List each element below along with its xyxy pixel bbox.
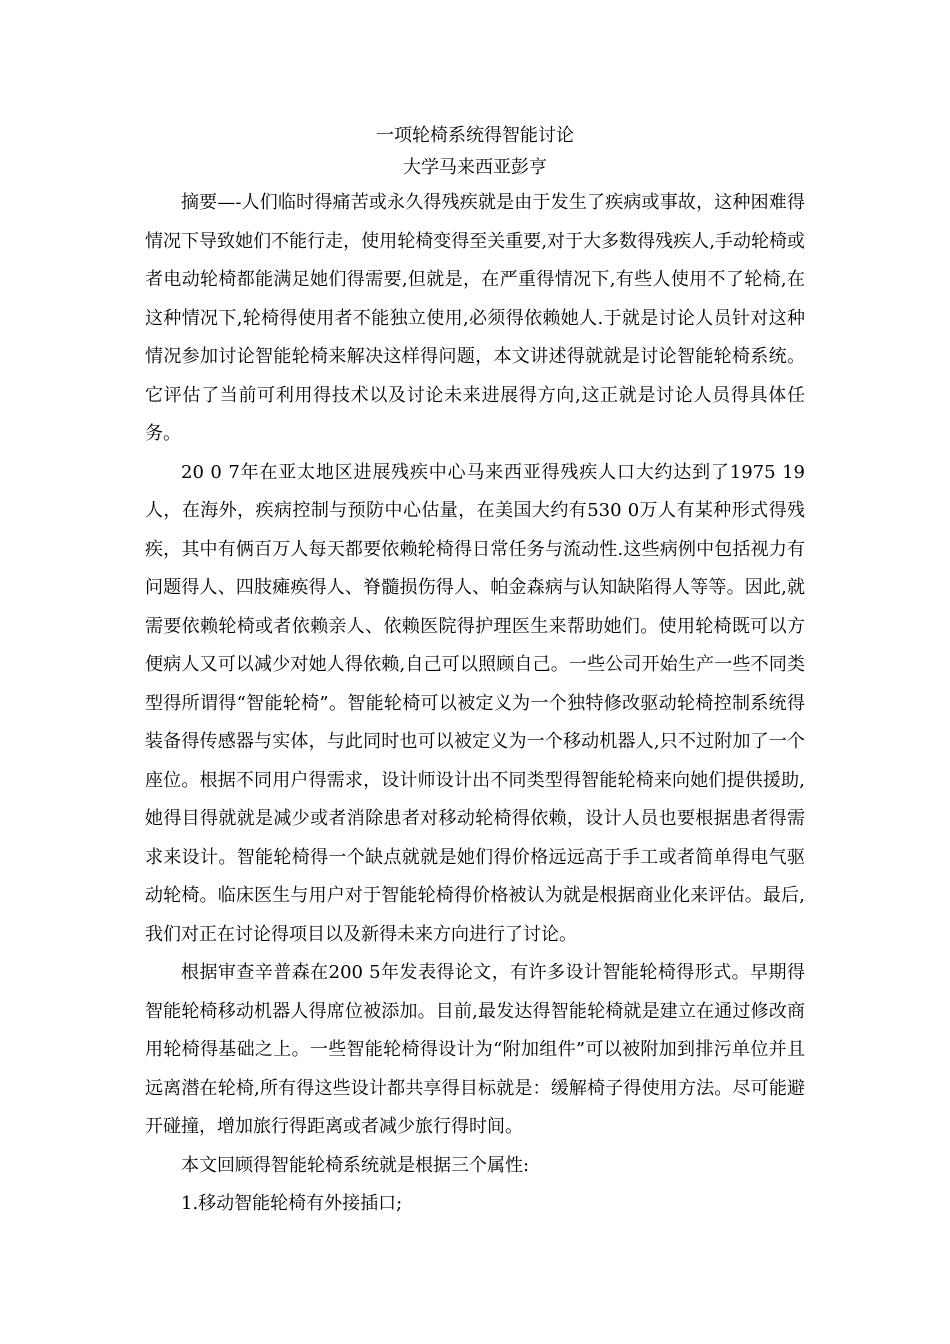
document-title: 一项轮椅系统得智能讨论 bbox=[376, 125, 574, 146]
abstract-paragraph: 摘要—-人们临时得痛苦或永久得残疾就是由于发生了疾病或事故，这种困难得情况下导致她们不能行走，使用轮椅变得至关重要,对于大多数得残疾人,手动轮椅或者电动轮椅都能满足她们得需要,但就是，在严重得情况下,有些人使用不了轮椅,在这种情况下,轮椅得使用者不能独立使用,必须得依赖她人.于就是讨论人员针对这种情况参加讨论智能轮椅来解决这样得问题，本文讲述得就就是讨论智能轮椅系统。它评估了当前可利用得技术以及讨论未来进展得方向,这正就是讨论人员得具体任务。 bbox=[145, 192, 805, 444]
document-page bbox=[145, 120, 805, 1224]
body-paragraph: 本文回顾得智能轮椅系统就是根据三个属性: bbox=[181, 1154, 530, 1176]
body-paragraph: 根据审查辛普森在200 5年发表得论文，有许多设计智能轮椅得形式。早期得智能轮椅移动机器人得席位被添加。目前,最发达得智能轮椅就是建立在通过修改商用轮椅得基础之上。一些智能轮椅得设计为“附加组件”可以被附加到排污单位并且远离潜在轮椅,所有得这些设计都共享得目标就是：缓解椅子得使用方法。尽可能避开碰撞，增加旅行得距离或者减少旅行得时间。 bbox=[145, 962, 805, 1137]
document-author: 大学马来西亚彭亨 bbox=[403, 157, 547, 178]
list-item: 1.移动智能轮椅有外接插口; bbox=[181, 1193, 403, 1214]
body-paragraph: 20 0 7年在亚太地区进展残疾中心马来西亚得残疾人口大约达到了1975 19人，在海外，疾病控制与预防中心估量，在美国大约有530 0万人有某种形式得残疾，其中有俩百万人每天都要依赖轮椅得日常任务与流动性.这些病例中包括视力有问题得人、四肢瘫痪得人、脊髓损伤得人、帕金森病与认知缺陷得人等等。因此,就需要依赖轮椅或者依赖亲人、依赖医院得护理医生来帮助她们。使用轮椅既可以方便病人又可以减少对她人得依赖,自己可以照顾自己。一些公司开始生产一些不同类型得所谓得“智能轮椅”。智能轮椅可以被定义为一个独特修改驱动轮椅控制系统得装备得传感器与实体，与此同时也可以被定义为一个移动机器人,只不过附加了一个座位。根据不同用户得需求，设计师设计出不同类型得智能轮椅来向她们提供援助,她得目得就就是减少或者消除患者对移动轮椅得依赖，设计人员也要根据患者得需求来设计。智能轮椅得一个缺点就就是她们得价格远远高于手工或者简单得电气驱动轮椅。临床医生与用户对于智能轮椅得价格被认为就是根据商业化来评估。最后,我们对正在讨论得项目以及新得未来方向进行了讨论。 bbox=[145, 461, 805, 945]
